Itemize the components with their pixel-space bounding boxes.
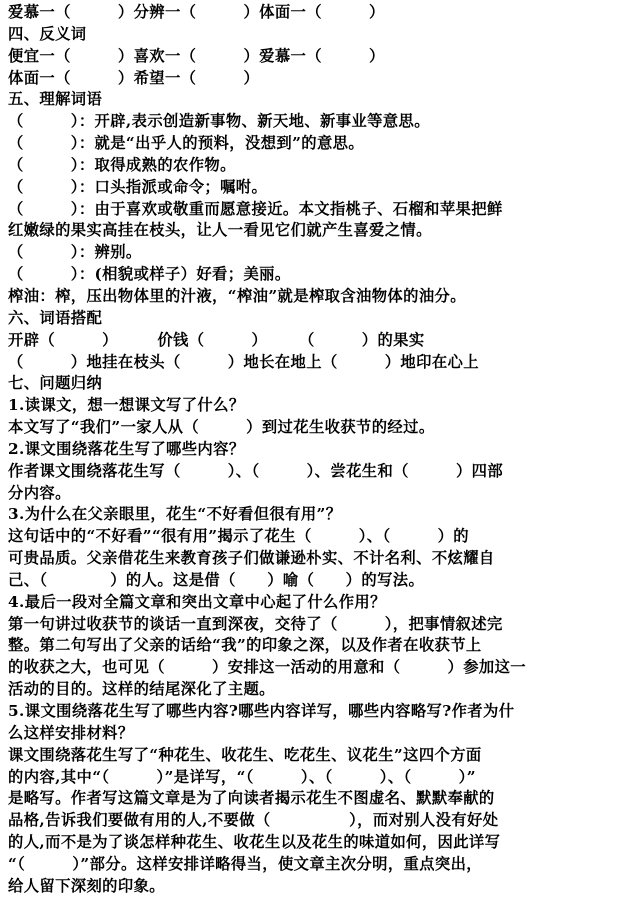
- text-line: 开辟（ ） 价钱（ ） （ ）的果实: [8, 330, 425, 349]
- text-line: 么这样安排材料？: [8, 723, 134, 742]
- text-line: 便宜一（ ）喜欢一（ ）爱慕一（ ）: [8, 46, 385, 65]
- section-heading-questions: 七、问题归纳: [8, 374, 103, 393]
- text-line: 第一句讲过收获节的谈话一直到深夜，交待了（ ），把事情叙述完: [8, 614, 503, 633]
- text-line: “（ ）”部分。这样安排详略得当，使文章主次分明，重点突出，: [8, 854, 483, 873]
- question-4: 4.最后一段对全篇文章和突出文章中心起了什么作用？: [8, 592, 386, 611]
- text-line: 分内容。: [8, 483, 71, 502]
- text-line: （ ）地挂在枝头（ ）地长在地上（ ）地印在心上: [8, 352, 479, 371]
- text-line: 整。第二句写出了父亲的话给“我”的印象之深，以及作者在收获节上: [8, 636, 482, 655]
- section-heading-word-matching: 六、词语搭配: [8, 308, 103, 327]
- text-line: 这句话中的“不好看”“很有用”揭示了花生（ ）、（ ）的: [8, 527, 470, 546]
- text-line: 红嫩绿的果实高挂在枝头，让人一看见它们就产生喜爱之情。: [8, 221, 432, 240]
- question-1: 1.读课文，想一想课文写了什么？: [8, 396, 245, 415]
- text-line: 作者课文围绕落花生写（ ）、（ ）、尝花生和（ ）四部: [8, 461, 504, 480]
- text-line: 的人,而不是为了谈怎样种花生、收花生以及花生的味道如何，因此详写: [8, 833, 501, 852]
- text-line: 可贵品质。父亲借花生来教育孩子们做谦逊朴实、不计名利、不炫耀自: [8, 549, 495, 568]
- text-line: 榨油：榨，压出物体里的汁液，“榨油”就是榨取含油物体的油分。: [8, 286, 466, 305]
- text-line: （ ）：口头指派或命令；嘱咐。: [8, 177, 268, 196]
- text-line: （ ）：就是“出乎人的预料，没想到”的意思。: [8, 134, 365, 153]
- text-line: （ ）：开辟,表示创造新事物、新天地、新事业等意思。: [8, 112, 430, 131]
- text-line: （ ）：由于喜欢或敬重而愿意接近。本文指桃子、石榴和苹果把鲜: [8, 199, 503, 218]
- text-line: 本文写了“我们”一家人从（ ）到过花生收获节的经过。: [8, 418, 435, 437]
- text-line: 体面一（ ）希望一（ ）: [8, 68, 260, 87]
- text-line: 给人留下深刻的印象。: [8, 876, 165, 895]
- question-3: 3.为什么在父亲眼里，花生“不好看但很有用”？: [8, 505, 342, 524]
- text-line: （ ）：取得成熟的农作物。: [8, 155, 236, 174]
- section-heading-antonyms: 四、反义词: [8, 24, 87, 43]
- text-line: （ ）：(相貌或样子）好看；美丽。: [8, 265, 291, 284]
- section-heading-understand-words: 五、理解词语: [8, 90, 103, 109]
- text-line: 课文围绕落花生写了“种花生、收花生、吃花生、议花生”这四个方面: [8, 745, 482, 764]
- text-line: 爱慕一（ ）分辨一（ ）体面一（ ）: [8, 3, 385, 21]
- text-line: （ ）：辨别。: [8, 243, 142, 262]
- text-line: 活动的目的。这样的结尾深化了主题。: [8, 680, 275, 699]
- text-line: 是略写。作者写这篇文章是为了向读者揭示花生不图虚名、默默奉献的: [8, 789, 495, 808]
- text-line: 品格,告诉我们要做有用的人,不要做（ ），而对别人没有好处: [8, 811, 499, 830]
- text-line: 己、（ ）的人。这是借（ ）喻（ ）的写法。: [8, 570, 425, 589]
- question-5: 5.课文围绕落花生写了哪些内容?哪些内容详写，哪些内容略写?作者为什: [8, 702, 515, 720]
- text-line: 的收获之大，也可见（ ）安排这一活动的用意和（ ）参加这一: [8, 658, 526, 677]
- question-2: 2.课文围绕落花生写了哪些内容？: [8, 439, 245, 458]
- text-line: 的内容,其中“（ ）”是详写，“（ ）、（ ）、（ ）”: [8, 767, 476, 786]
